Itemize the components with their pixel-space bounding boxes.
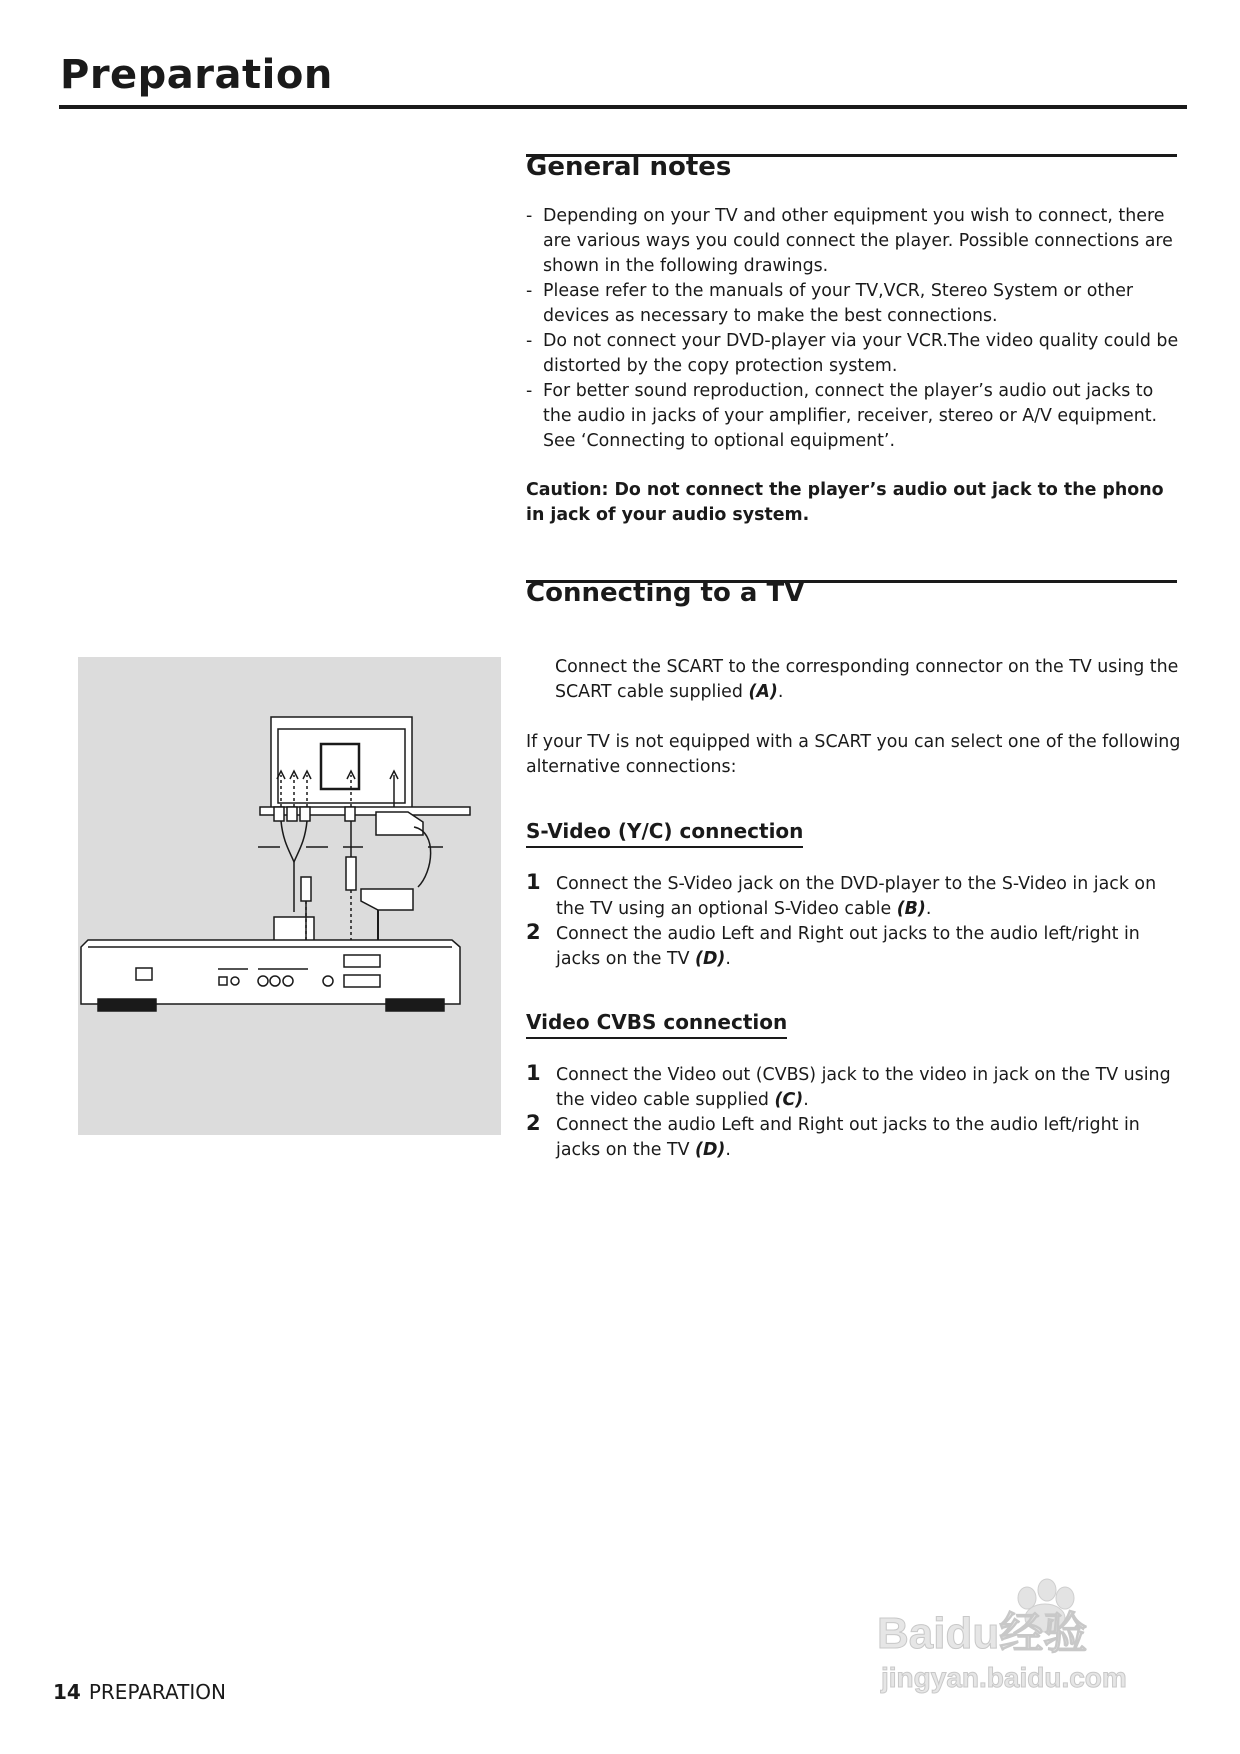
scart-ref: (A) — [748, 682, 778, 702]
list-item: 2 Connect the audio Left and Right out jacks to the audio left/right in jacks on the TV (D). — [526, 920, 1140, 969]
page-number: 14 — [53, 1680, 81, 1704]
title-rule — [59, 105, 1187, 109]
tv-outline — [271, 717, 412, 810]
list-item: - For better sound reproduction, connect the player’s audio out jacks to the audio in jacks of your amplifier, receiver, stereo or A/V equipment. See ‘Connecting to optional equipment’. — [526, 381, 1158, 451]
scart-paragraph: Connect the SCART to the corresponding connector on the TV using the SCART cable supplied (A). — [555, 657, 1179, 702]
list-item: - Do not connect your DVD-player via your VCR.The video quality could be distorted by the copy protection system. — [526, 331, 1179, 376]
list-item: - Depending on your TV and other equipment you wish to connect, there are various ways you could connect the player. Possible connections are shown in the following drawings. — [526, 206, 1173, 276]
dvd-player-outline — [81, 940, 460, 1004]
general-notes-list — [526, 204, 1186, 454]
page-footer — [53, 1680, 226, 1704]
general-notes-heading: General notes — [526, 152, 732, 182]
cvbs-heading: Video CVBS connection — [526, 1010, 787, 1039]
footer-label: PREPARATION — [88, 1680, 226, 1704]
watermark-brand: Baidu经验 — [877, 1609, 1088, 1658]
list-item: 1 Connect the S-Video jack on the DVD-player to the S-Video in jack on the TV using an optional S-Video cable (B). — [526, 870, 1157, 919]
page-title: Preparation — [60, 52, 333, 98]
baidu-watermark — [875, 1560, 1165, 1700]
list-item: - Please refer to the manuals of your TV,VCR, Stereo System or other devices as necessary to make the best connections. — [526, 281, 1134, 326]
connecting-tv-heading: Connecting to a TV — [526, 578, 805, 608]
alternative-paragraph: If your TV is not equipped with a SCART you can select one of the following alternative connections: — [526, 732, 1181, 777]
list-item: 2 Connect the audio Left and Right out jacks to the audio left/right in jacks on the TV (D). — [526, 1111, 1140, 1160]
connection-diagram — [78, 657, 501, 1135]
list-item: 1 Connect the Video out (CVBS) jack to the video in jack on the TV using the video cable supplied (C). — [526, 1061, 1171, 1110]
watermark-url: jingyan.baidu.com — [881, 1662, 1127, 1693]
svideo-heading: S-Video (Y/C) connection — [526, 819, 803, 848]
cvbs-steps — [526, 1063, 1186, 1163]
caution-text: Caution: Do not connect the player’s audio out jack to the phono in jack of your audio system. — [526, 480, 1164, 525]
svideo-steps — [526, 872, 1186, 972]
